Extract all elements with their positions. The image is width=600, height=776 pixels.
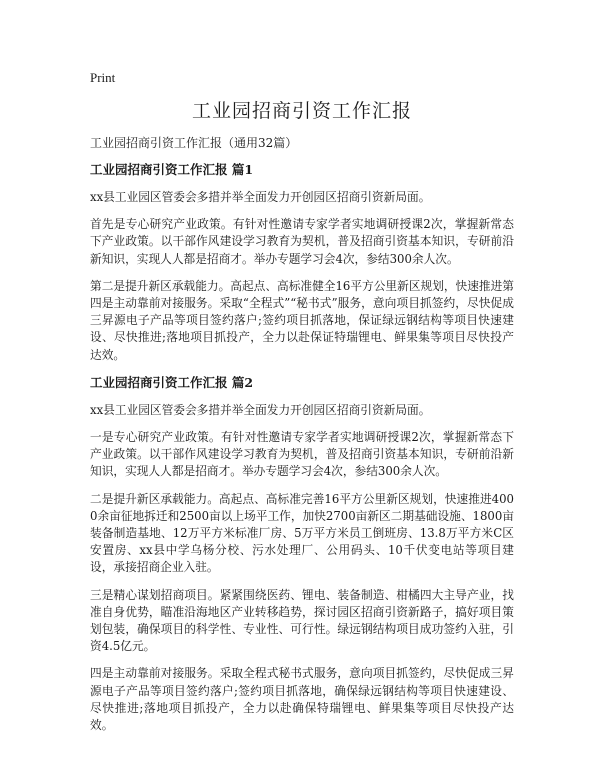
document-subtitle: 工业园招商引资工作汇报（通用32篇） xyxy=(90,136,298,150)
section-2-paragraph-1: xx县工业园区管委会多措并举全面发力开创园区招商引资新局面。 xyxy=(90,402,431,417)
section-2-paragraph-4: 三是精心谋划招商项目。紧紧围绕医药、锂电、装备制造、柑橘四大主导产业，找准自身优势，瞄准沿海地区产业转移趋势，探讨园区招商引资新路子，搞好项目策划包装，确保项目的科学性、专业性、可行性。绿远钢结构项目成功签约入驻，引资4.5亿元。 xyxy=(90,587,514,654)
section-2-paragraph-2: 一是专心研究产业政策。有针对性邀请专家学者实地调研授课2次，掌握新常态下产业政策。以干部作风建设学习教育为契机，普及招商引资基本知识，专研前沿新知识，实现人人都是招商才。举办专题学习会4次，参结300余人次。 xyxy=(90,430,514,479)
document-title: 工业园招商引资工作汇报 xyxy=(191,100,412,122)
section-2-paragraph-3: 二是提升新区承载能力。高起点、高标准完善16平方公里新区规划，快速推进4000余亩征地拆迁和2500亩以上场平工作，加快2700亩新区二期基础设施、1800亩装备制造基地、12万平方米标准厂房、5万平方米员工倒班房、13.8万平方米C区安置房、xx县中学乌杨分校、污水处理厂、公用码头、10千伏变电站等项目建设，承接招商企业入驻。 xyxy=(90,491,514,575)
section-2 xyxy=(90,374,514,734)
section-1-paragraph-2: 首先是专心研究产业政策。有针对性邀请专家学者实地调研授课2次，掌握新常态下产业政策。以干部作风建设学习教育为契机，普及招商引资基本知识，专研前沿新知识，实现人人都是招商才。举办专题学习会4次，参结300余人次。 xyxy=(90,217,514,266)
section-1-paragraph-1: xx县工业园区管委会多措并举全面发力开创园区招商引资新局面。 xyxy=(90,190,431,204)
section-1 xyxy=(90,161,514,364)
print-link[interactable]: Print xyxy=(90,70,116,85)
section-heading: 工业园招商引资工作汇报 篇2 xyxy=(90,374,254,390)
section-1-paragraph-3: 第二是提升新区承载能力。高起点、高标准健全16平方公里新区规划，快速推进第四是主动靠前对接服务。采取“全程式”“秘书式”服务，意向项目抓签约，尽快促成三昇源电子产品等项目签约落户;签约项目抓落地，保证绿远钢结构等项目快速建设、尽快推进;落地项目抓投产，全力以赴保证特瑞锂电、鲜果集等项目尽快投产达效。 xyxy=(90,278,514,362)
section-heading: 工业园招商引资工作汇报 篇1 xyxy=(90,162,254,177)
section-2-paragraph-5: 四是主动靠前对接服务。采取全程式秘书式服务，意向项目抓签约，尽快促成三昇源电子产品等项目签约落户;签约项目抓落地，确保绿远钢结构等项目快速建设、尽快推进;落地项目抓投产，全力以赴确保特瑞锂电、鲜果集等项目尽快投产达效。 xyxy=(90,666,514,733)
